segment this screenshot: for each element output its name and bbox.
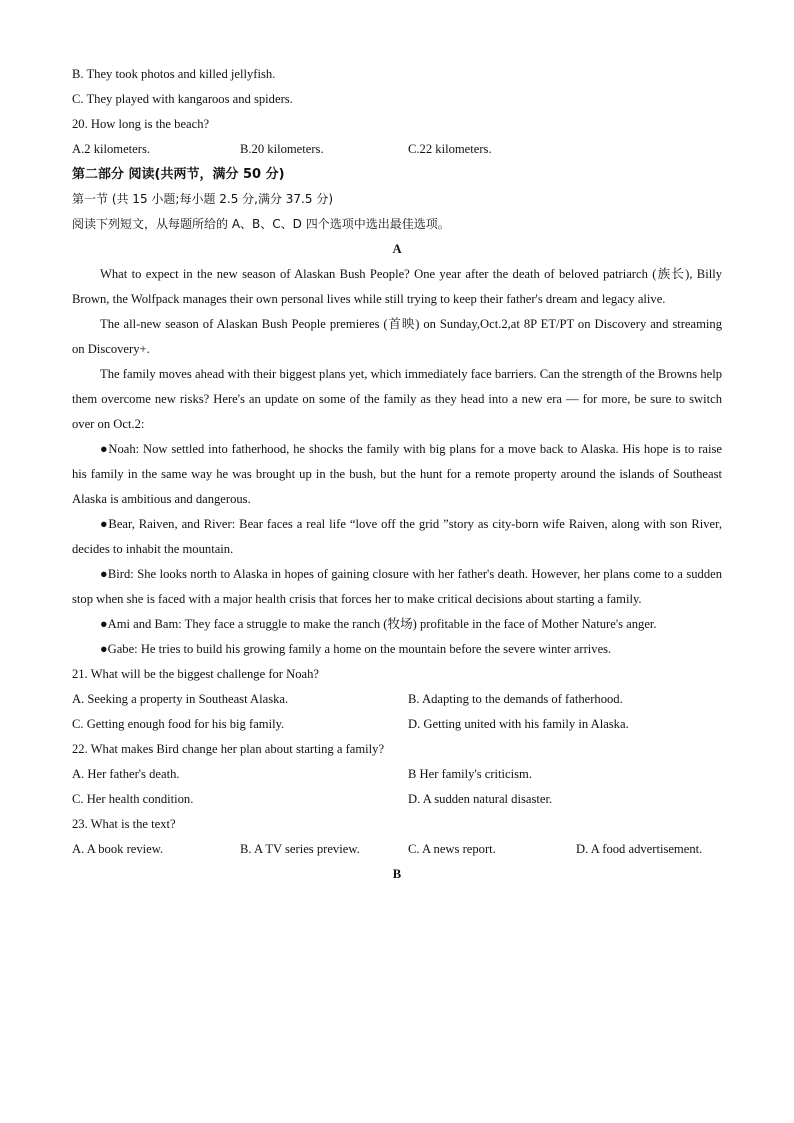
passage-a-label: A: [392, 242, 402, 256]
q23-option-d: D. A food advertisement.: [576, 842, 703, 856]
q22-options-row2: [72, 787, 722, 812]
q22-option-a: A. Her father's death.: [72, 767, 180, 781]
passage-b-label: B: [392, 867, 402, 881]
q23-options: [72, 837, 722, 862]
q19-option-b: B. They took photos and killed jellyfish.: [72, 67, 276, 81]
bullet-bear: ●Bear, Raiven, and River: Bear faces a real life “love off the grid ”story as city-born wife Raiven, along with son River, decides to inhabit the mountain.: [72, 517, 722, 556]
q21-question: 21. What will be the biggest challenge for Noah?: [72, 667, 320, 681]
q21-option-a: A. Seeking a property in Southeast Alaska.: [72, 692, 289, 706]
part2-title: 第二部分 阅读(共两节，满分 50 分): [72, 167, 285, 182]
q20-option-b: B.20 kilometers.: [240, 142, 324, 156]
q21-options-row1: [72, 687, 722, 712]
q22-options-row1: [72, 762, 722, 787]
q21-options-row2: [72, 712, 722, 737]
q21-option-b: B. Adapting to the demands of fatherhood.: [408, 692, 623, 706]
q23-option-c: C. A news report.: [408, 842, 496, 856]
q21-option-c: C. Getting enough food for his big family.: [72, 717, 285, 731]
q23-option-a: A. A book review.: [72, 842, 164, 856]
bullet-noah: ●Noah: Now settled into fatherhood, he shocks the family with big plans for a move back to Alaska. His hope is to raise his family in the same way he was brought up in the bush, but the hunt for a remote property around the islands of Southeast Alaska is ambitious and dangerous.: [72, 442, 722, 506]
passage-paragraph-1: What to expect in the new season of Alaskan Bush People? One year after the death of beloved patriarch (族长), Billy Brown, the Wolfpack manages their own personal lives while still trying to keep their father's dream and legacy alive.: [72, 267, 722, 306]
bullet-ami-bam: ●Ami and Bam: They face a struggle to make the ranch (牧场) profitable in the face of Mother Nature's anger.: [100, 617, 657, 631]
q19-option-c: C. They played with kangaroos and spiders.: [72, 92, 293, 106]
exam-page: [72, 62, 722, 887]
q22-option-c: C. Her health condition.: [72, 792, 194, 806]
q20-options: [72, 137, 722, 162]
q23-question: 23. What is the text?: [72, 817, 176, 831]
q20-option-c: C.22 kilometers.: [408, 142, 492, 156]
q23-option-b: B. A TV series preview.: [240, 842, 360, 856]
bullet-gabe: ●Gabe: He tries to build his growing family a home on the mountain before the severe winter arrives.: [100, 642, 612, 656]
q20-question: 20. How long is the beach?: [72, 117, 210, 131]
q22-question: 22. What makes Bird change her plan about starting a family?: [72, 742, 385, 756]
passage-paragraph-3: The family moves ahead with their biggest plans yet, which immediately face barriers. Can the strength of the Browns help them overcome new risks? Here's an update on some of the family as they head into a new era — for more, be sure to switch over on Oct.2:: [72, 367, 722, 431]
q22-option-b: B Her family's criticism.: [408, 767, 532, 781]
section1-heading: 第一节 (共 15 小题;每小题 2.5 分,满分 37.5 分): [72, 192, 333, 206]
passage-paragraph-2: The all-new season of Alaskan Bush People premieres (首映) on Sunday,Oct.2,at 8P ET/PT on Discovery and streaming on Discovery+.: [72, 317, 722, 356]
q20-option-a: A.2 kilometers.: [72, 142, 150, 156]
q22-option-d: D. A sudden natural disaster.: [408, 792, 553, 806]
bullet-bird: ●Bird: She looks north to Alaska in hopes of gaining closure with her father's death. However, her plans come to a sudden stop when she is faced with a major health crisis that forces her to make critical decisions about starting a family.: [72, 567, 722, 606]
reading-instructions: 阅读下列短文，从每题所给的 A、B、C、D 四个选项中选出最佳选项。: [72, 217, 450, 231]
q21-option-d: D. Getting united with his family in Alaska.: [408, 717, 629, 731]
